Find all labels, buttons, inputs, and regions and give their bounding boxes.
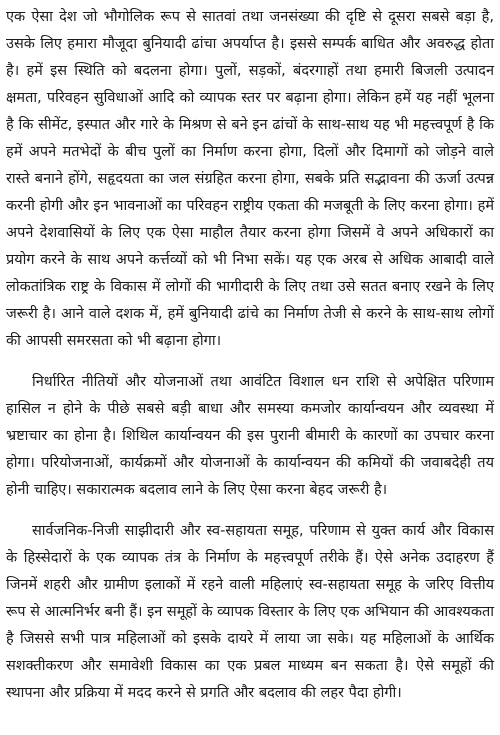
paragraph-infrastructure: एक ऐसा देश जो भौगोलिक रूप से सातवां तथा जनसंख्या की दृष्टि से दूसरा सबसे बड़ा है, उसके लिए हमारा मौजूदा बुनियादी ढांचा अपर्याप्त है। इससे सम्पर्क बाधित और अवरुद्ध होता है। हमें इस स्थिति को बदलना होगा। पुलों, सड़कों, बंदरगाहों तथा हमारी बिजली उत्पादन क्षमता, परिवहन सुविधाओं आदि को व्यापक स्तर पर बढ़ाना होगा। लेकिन हमें यह नहीं भूलना है कि सीमेंट, इस्पात और गारे के मिश्रण से बने इन ढांचों के साथ-साथ यह भी महत्त्वपूर्ण है कि हमें अपने मतभेदों के बीच पुलों का निर्माण करना होगा, दिलों और दिमागों को जोड़ने वाले रास्ते बनाने होंगे, सहृदयता का जल संग्रहित करना होगा, सबके प्रति सद्भावना की ऊर्जा उत्पन्न करनी होगी और इन भावनाओं का परिवहन राष्ट्रीय एकता की मजबूती के लिए करना होगा। हमें अपने देशवासियों के लिए एक ऐसा माहौल तैयार करना होगा जिसमें वे अपने अधिकारों का प्रयोग करने के साथ अपने कर्त्तव्यों को भी निभा सकें। यह एक अरब से अधिक आबादी वाले लोकतांत्रिक राष्ट्र के विकास में लोगों की भागीदारी के लिए तथा उसे सतत बनाए रखने के लिए जरूरी है। आने वाले दशक में, हमें बुनियादी ढांचे का निर्माण तेजी से करने के साथ-साथ लोगों की आपसी समरसता को भी बढ़ाना होगा।: [6, 9, 494, 349]
paragraph-self-help-groups: सार्वजनिक-निजी साझीदारी और स्व-सहायता समूह, परिणाम से युक्त कार्य और विकास के हिस्सेदारों के एक व्यापक तंत्र के निर्माण के महत्त्वपूर्ण तरीके हैं। ऐसे अनेक उदाहरण हैं जिनमें शहरी और ग्रामीण इलाकों में रहने वाली महिलाएं स्व-सहायता समूह के जरिए वित्तीय रूप से आत्मनिर्भर बनी हैं। इन समूहों के व्यापक विस्तार के लिए एक अभियान की आवश्यकता है जिससे सभी पात्र महिलाओं को इसके दायरे में लाया जा सके। यह महिलाओं के आर्थिक सशक्तीकरण और समावेशी विकास का एक प्रबल माध्यम बन सकता है। ऐसे समूहों की स्थापना और प्रक्रिया में मदद करने से प्रगति और बदलाव की लहर पैदा होगी।: [6, 523, 494, 701]
paragraph-implementation: निर्धारित नीतियों और योजनाओं तथा आवंटित विशाल धन राशि से अपेक्षित परिणाम हासिल न होने के पीछे सबसे बड़ी बाधा और समस्या कमजोर कार्यान्वयन और व्यवस्था में भ्रष्टाचार का होना है। शिथिल कार्यान्वयन की इस पुरानी बीमारी के कारणों का उपचार करना होगा। परियोजनाओं, कार्यक्रमों और योजनाओं के कार्यान्वयन की कमियों की जवाबदेही तय होनी चाहिए। सकारात्मक बदलाव लाने के लिए ऐसा करना बेहद जरूरी है।: [6, 374, 494, 498]
